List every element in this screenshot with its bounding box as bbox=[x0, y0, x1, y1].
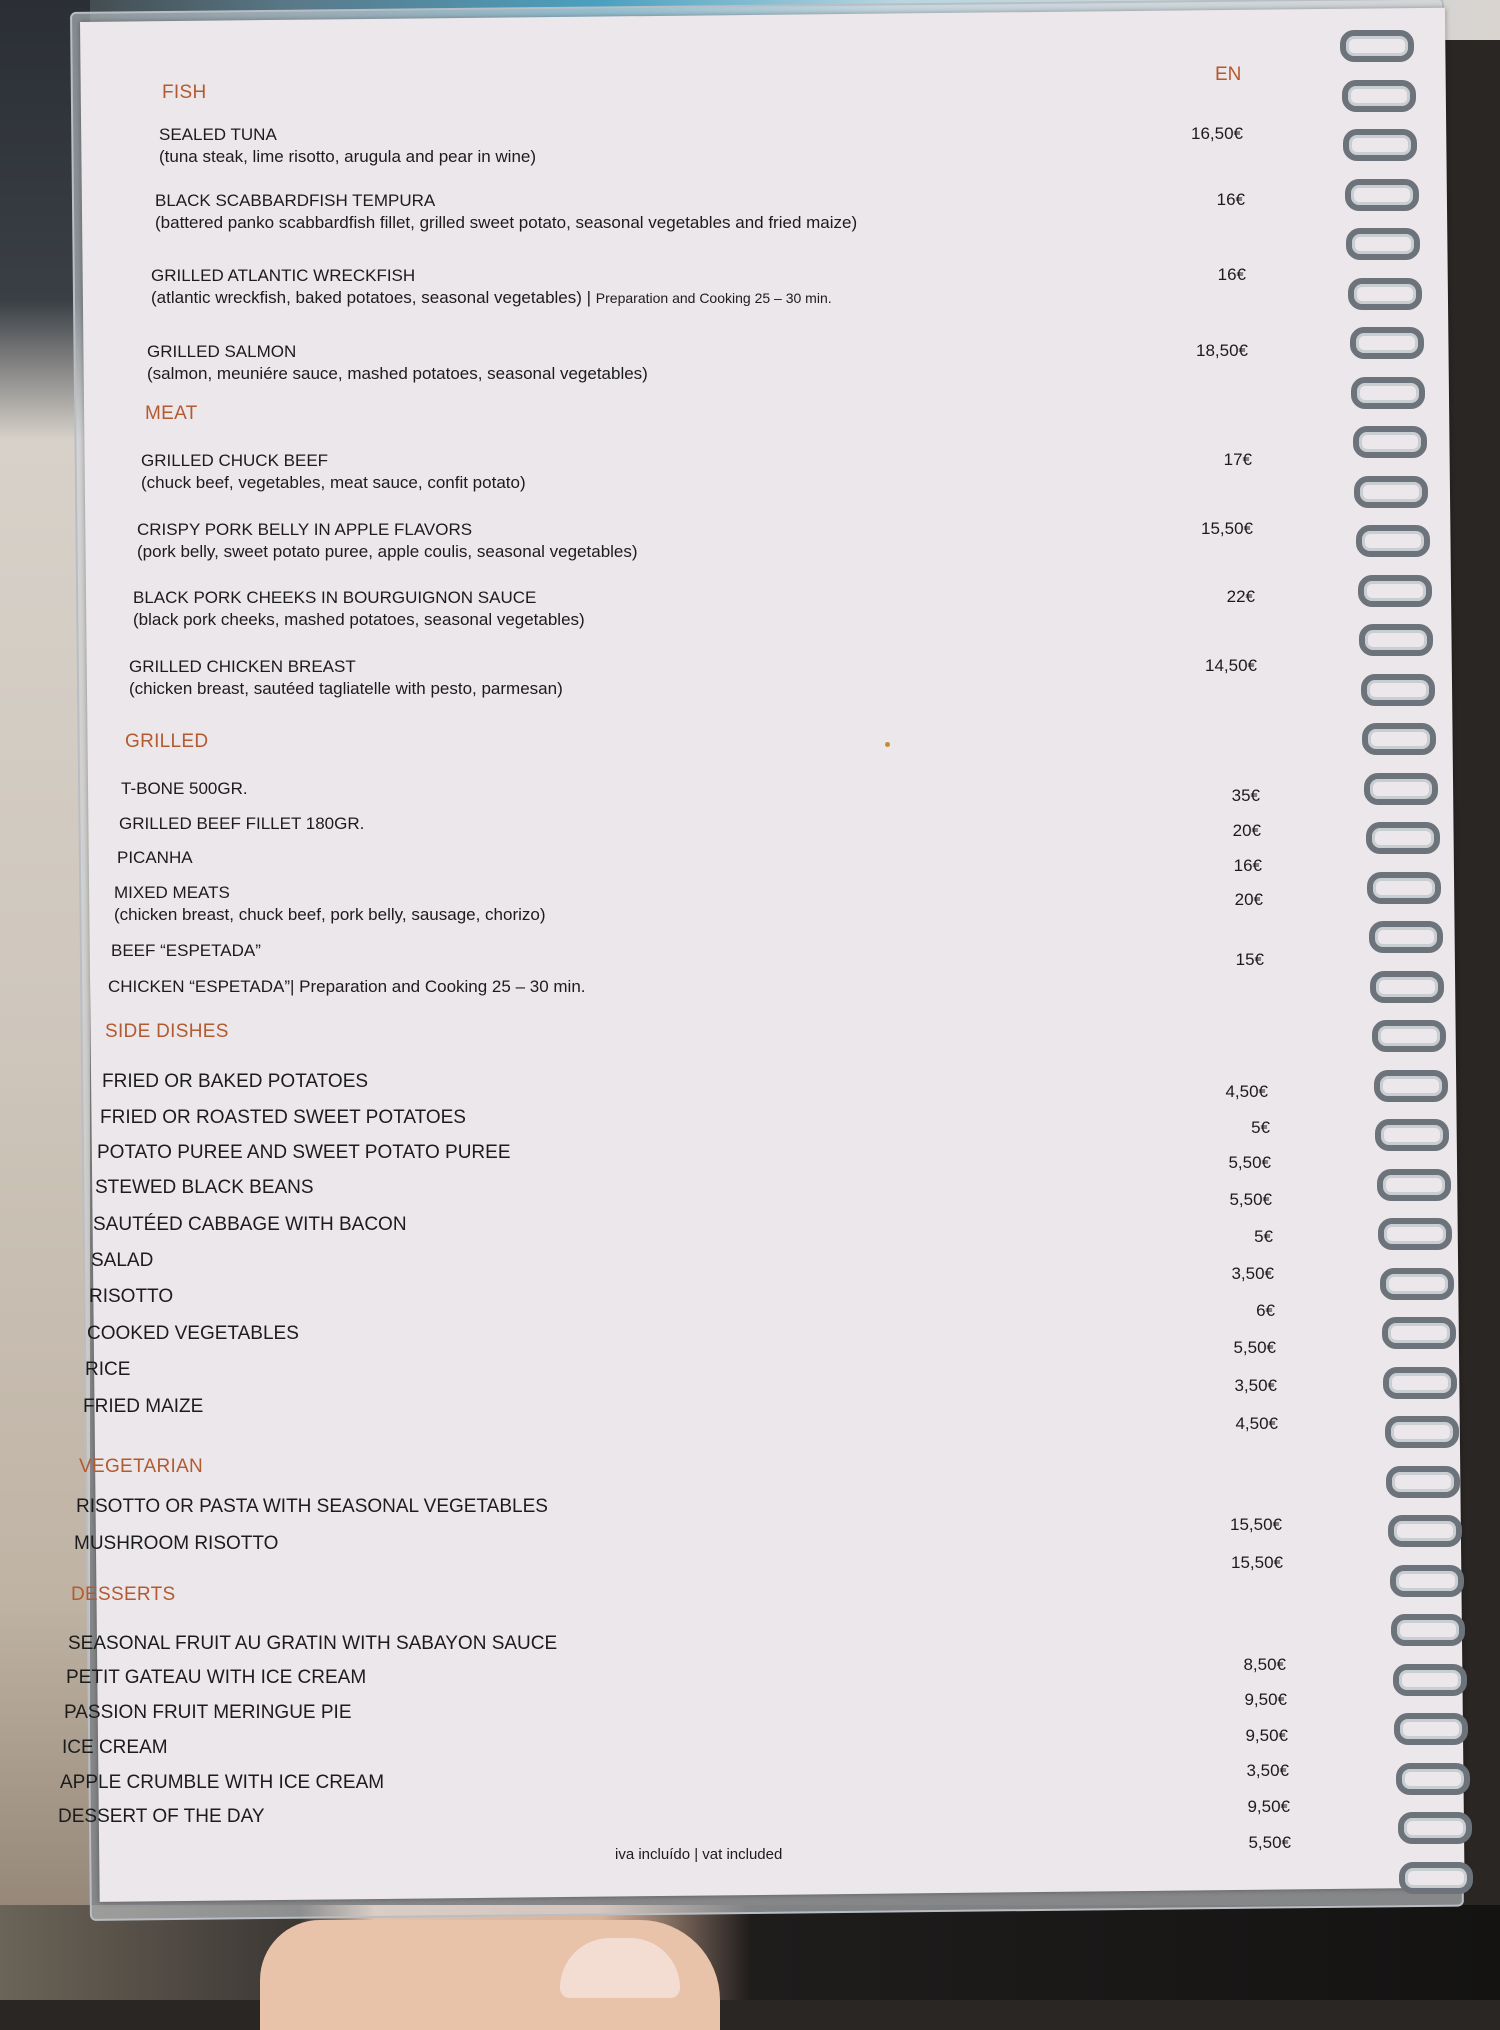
item-price: 35€ bbox=[1231, 786, 1260, 805]
language-label: EN bbox=[1215, 64, 1242, 85]
item-name: SEALED TUNA bbox=[159, 125, 277, 144]
fish-item bbox=[147, 341, 648, 385]
item-price: 15,50€ bbox=[1231, 1553, 1283, 1572]
item-desc: (atlantic wreckfish, baked potatoes, seasonal vegetables) | bbox=[151, 288, 592, 307]
fish-item bbox=[155, 190, 857, 234]
grilled-item-name: BEEF “ESPETADA” bbox=[111, 941, 261, 960]
item-price: 17€ bbox=[1223, 450, 1252, 469]
item-price: 6€ bbox=[1256, 1301, 1275, 1320]
section-grilled-title: GRILLED bbox=[125, 731, 209, 752]
section-sides-title: SIDE DISHES bbox=[105, 1021, 229, 1042]
meat-item bbox=[133, 587, 585, 631]
item-name: GRILLED ATLANTIC WRECKFISH bbox=[151, 266, 416, 285]
item-desc: (battered panko scabbardfish fillet, grilled sweet potato, seasonal vegetables and fried maize) bbox=[155, 213, 858, 232]
item-price: 16€ bbox=[1217, 265, 1246, 284]
item-price: 16,50€ bbox=[1191, 124, 1243, 143]
dessert-item-name: APPLE CRUMBLE WITH ICE CREAM bbox=[60, 1772, 385, 1793]
item-desc: (chicken breast, chuck beef, pork belly, sausage, chorizo) bbox=[114, 905, 546, 924]
item-price: 9,50€ bbox=[1245, 1726, 1288, 1745]
item-name: MIXED MEATS bbox=[114, 883, 230, 902]
item-name: GRILLED CHICKEN BREAST bbox=[129, 657, 356, 676]
side-item-name: STEWED BLACK BEANS bbox=[95, 1177, 314, 1198]
item-price: 4,50€ bbox=[1225, 1082, 1268, 1101]
section-meat-title: MEAT bbox=[145, 403, 198, 424]
item-price: 9,50€ bbox=[1244, 1690, 1287, 1709]
grilled-item-name: GRILLED BEEF FILLET 180GR. bbox=[119, 814, 365, 833]
item-price: 5€ bbox=[1251, 1118, 1270, 1137]
dessert-item-name: DESSERT OF THE DAY bbox=[58, 1806, 265, 1827]
item-name: CHICKEN “ESPETADA” bbox=[108, 977, 290, 996]
item-name: GRILLED SALMON bbox=[147, 342, 297, 361]
item-price: 8,50€ bbox=[1243, 1655, 1286, 1674]
dessert-item-name: SEASONAL FRUIT AU GRATIN WITH SABAYON SAUCE bbox=[68, 1633, 558, 1654]
meat-item bbox=[129, 656, 563, 700]
item-price: 20€ bbox=[1234, 890, 1263, 909]
item-note: | Preparation and Cooking 25 – 30 min. bbox=[290, 977, 586, 996]
item-desc: (pork belly, sweet potato puree, apple coulis, seasonal vegetables) bbox=[137, 542, 638, 561]
item-note: Preparation and Cooking 25 – 30 min. bbox=[595, 290, 832, 306]
vat-footer: iva incluído | vat included bbox=[615, 1846, 783, 1863]
item-price: 5,50€ bbox=[1248, 1833, 1291, 1852]
veg-item-name: MUSHROOM RISOTTO bbox=[74, 1533, 279, 1554]
item-price: 3,50€ bbox=[1234, 1376, 1277, 1395]
veg-item-name: RISOTTO OR PASTA WITH SEASONAL VEGETABLES bbox=[76, 1496, 548, 1517]
item-price: 14,50€ bbox=[1205, 656, 1257, 675]
side-item-name: RISOTTO bbox=[89, 1286, 174, 1307]
side-item-name: COOKED VEGETABLES bbox=[87, 1323, 299, 1344]
section-fish-title: FISH bbox=[162, 82, 207, 103]
dessert-item-name: PETIT GATEAU WITH ICE CREAM bbox=[66, 1667, 367, 1688]
grilled-item bbox=[108, 977, 586, 997]
side-item-name: SAUTÉED CABBAGE WITH BACON bbox=[93, 1214, 407, 1235]
item-price: 18,50€ bbox=[1196, 341, 1248, 360]
item-price: 3,50€ bbox=[1231, 1264, 1274, 1283]
item-price: 15€ bbox=[1235, 950, 1264, 969]
item-name: BLACK PORK CHEEKS IN BOURGUIGNON SAUCE bbox=[133, 588, 537, 607]
grilled-item bbox=[114, 882, 546, 926]
item-price: 9,50€ bbox=[1247, 1797, 1290, 1816]
item-price: 4,50€ bbox=[1235, 1414, 1278, 1433]
item-price: 5,50€ bbox=[1228, 1153, 1271, 1172]
section-vegetarian-title: VEGETARIAN bbox=[79, 1456, 204, 1477]
meat-item bbox=[137, 519, 638, 563]
fish-item bbox=[159, 124, 536, 168]
item-price: 22€ bbox=[1226, 587, 1255, 606]
item-price: 20€ bbox=[1232, 821, 1261, 840]
item-name: BLACK SCABBARDFISH TEMPURA bbox=[155, 191, 436, 210]
item-price: 3,50€ bbox=[1246, 1761, 1289, 1780]
item-name: GRILLED CHUCK BEEF bbox=[141, 451, 329, 470]
item-name: CRISPY PORK BELLY IN APPLE FLAVORS bbox=[137, 520, 473, 539]
stain-dot bbox=[885, 742, 890, 747]
dessert-item-name: ICE CREAM bbox=[62, 1737, 168, 1758]
side-item-name: SALAD bbox=[91, 1250, 154, 1271]
item-price: 16€ bbox=[1233, 856, 1262, 875]
side-item-name: FRIED MAIZE bbox=[83, 1396, 204, 1417]
item-price: 5,50€ bbox=[1233, 1338, 1276, 1357]
meat-item bbox=[141, 450, 526, 494]
fish-item bbox=[151, 265, 832, 309]
item-price: 15,50€ bbox=[1230, 1515, 1282, 1534]
side-item-name: POTATO PUREE AND SWEET POTATO PUREE bbox=[97, 1142, 511, 1163]
grilled-item-name: PICANHA bbox=[117, 848, 193, 867]
side-item-name: RICE bbox=[85, 1359, 131, 1380]
side-item-name: FRIED OR BAKED POTATOES bbox=[102, 1071, 369, 1092]
grilled-item-name: T-BONE 500GR. bbox=[121, 779, 248, 798]
item-desc: (salmon, meuniére sauce, mashed potatoes, seasonal vegetables) bbox=[147, 364, 648, 383]
item-desc: (black pork cheeks, mashed potatoes, seasonal vegetables) bbox=[133, 610, 585, 629]
side-item-name: FRIED OR ROASTED SWEET POTATOES bbox=[100, 1107, 466, 1128]
item-desc: (chuck beef, vegetables, meat sauce, confit potato) bbox=[141, 473, 526, 492]
item-desc: (tuna steak, lime risotto, arugula and pear in wine) bbox=[159, 147, 537, 166]
item-desc: (chicken breast, sautéed tagliatelle with pesto, parmesan) bbox=[129, 679, 563, 698]
item-price: 5,50€ bbox=[1229, 1190, 1272, 1209]
dessert-item-name: PASSION FRUIT MERINGUE PIE bbox=[64, 1702, 352, 1723]
item-price: 16€ bbox=[1216, 190, 1245, 209]
item-price: 5€ bbox=[1254, 1227, 1273, 1246]
section-desserts-title: DESSERTS bbox=[71, 1584, 176, 1605]
item-price: 15,50€ bbox=[1201, 519, 1253, 538]
